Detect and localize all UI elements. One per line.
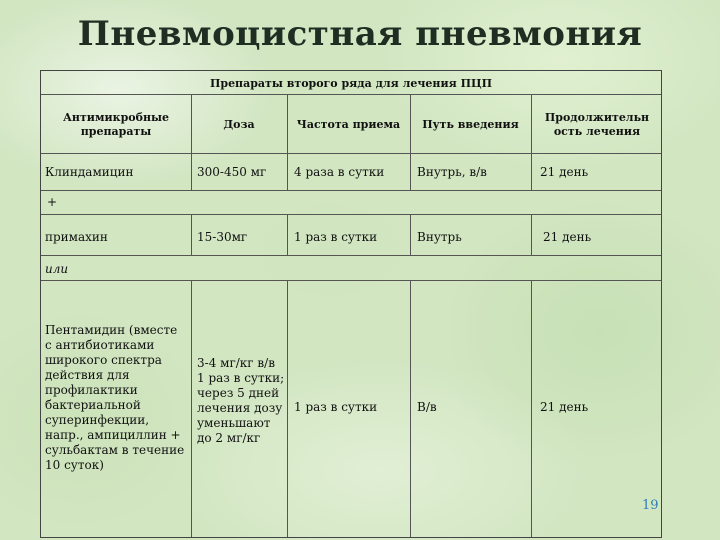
cell-duration: 21 день	[540, 400, 589, 414]
connector-plus: +	[47, 195, 58, 209]
connector-or: или	[45, 262, 69, 276]
cell-drug: Пентамидин (вместе с антибиотиками широкого спектра действия для профилактики бактериальной суперинфекции, напр., ампициллин + сульбактам в течение 10 суток)	[45, 323, 185, 472]
slide-title: Пневмоцистная пневмония	[77, 14, 643, 54]
rule-header	[41, 153, 661, 154]
header-route: Путь введения	[422, 118, 519, 131]
col-rule-3c	[410, 280, 411, 537]
col-rule-1c	[191, 280, 192, 537]
cell-frequency: 1 раз в сутки	[294, 230, 378, 244]
col-rule-2b	[287, 214, 288, 255]
header-frequency: Частота приема	[296, 118, 401, 131]
rule-row2	[41, 255, 661, 256]
rule-or	[41, 280, 661, 281]
header-drug: Антимикробные препараты	[62, 111, 170, 138]
col-rule-1b	[191, 214, 192, 255]
cell-duration: 21 день	[543, 230, 592, 244]
cell-duration: 21 день	[540, 165, 589, 179]
cell-drug: примахин	[45, 230, 108, 244]
header-dose: Доза	[223, 118, 255, 131]
col-rule-1a	[191, 94, 192, 190]
treatment-table	[40, 70, 662, 538]
header-duration: Продолжительн ость лечения	[544, 111, 650, 138]
col-rule-4a	[531, 94, 532, 190]
cell-dose: 15-30мг	[197, 230, 248, 244]
page-number: 19	[642, 498, 659, 513]
col-rule-3a	[410, 94, 411, 190]
rule-plus	[41, 214, 661, 215]
table-caption: Препараты второго ряда для лечения ПЦП	[209, 77, 492, 90]
rule-caption	[41, 94, 661, 95]
col-rule-4c	[531, 280, 532, 537]
cell-frequency: 1 раз в сутки	[294, 400, 378, 414]
cell-route: В/в	[417, 400, 437, 414]
cell-frequency: 4 раза в сутки	[294, 165, 385, 179]
rule-row1	[41, 190, 661, 191]
cell-dose: 300-450 мг	[197, 165, 267, 179]
col-rule-2a	[287, 94, 288, 190]
cell-route: Внутрь, в/в	[417, 165, 487, 179]
col-rule-4b	[531, 214, 532, 255]
col-rule-2c	[287, 280, 288, 537]
cell-drug: Клиндамицин	[45, 165, 134, 179]
cell-dose: 3-4 мг/кг в/в 1 раз в сутки; через 5 дней лечения дозу уменьшают до 2 мг/кг	[197, 356, 285, 445]
cell-route: Внутрь	[417, 230, 462, 244]
col-rule-3b	[410, 214, 411, 255]
